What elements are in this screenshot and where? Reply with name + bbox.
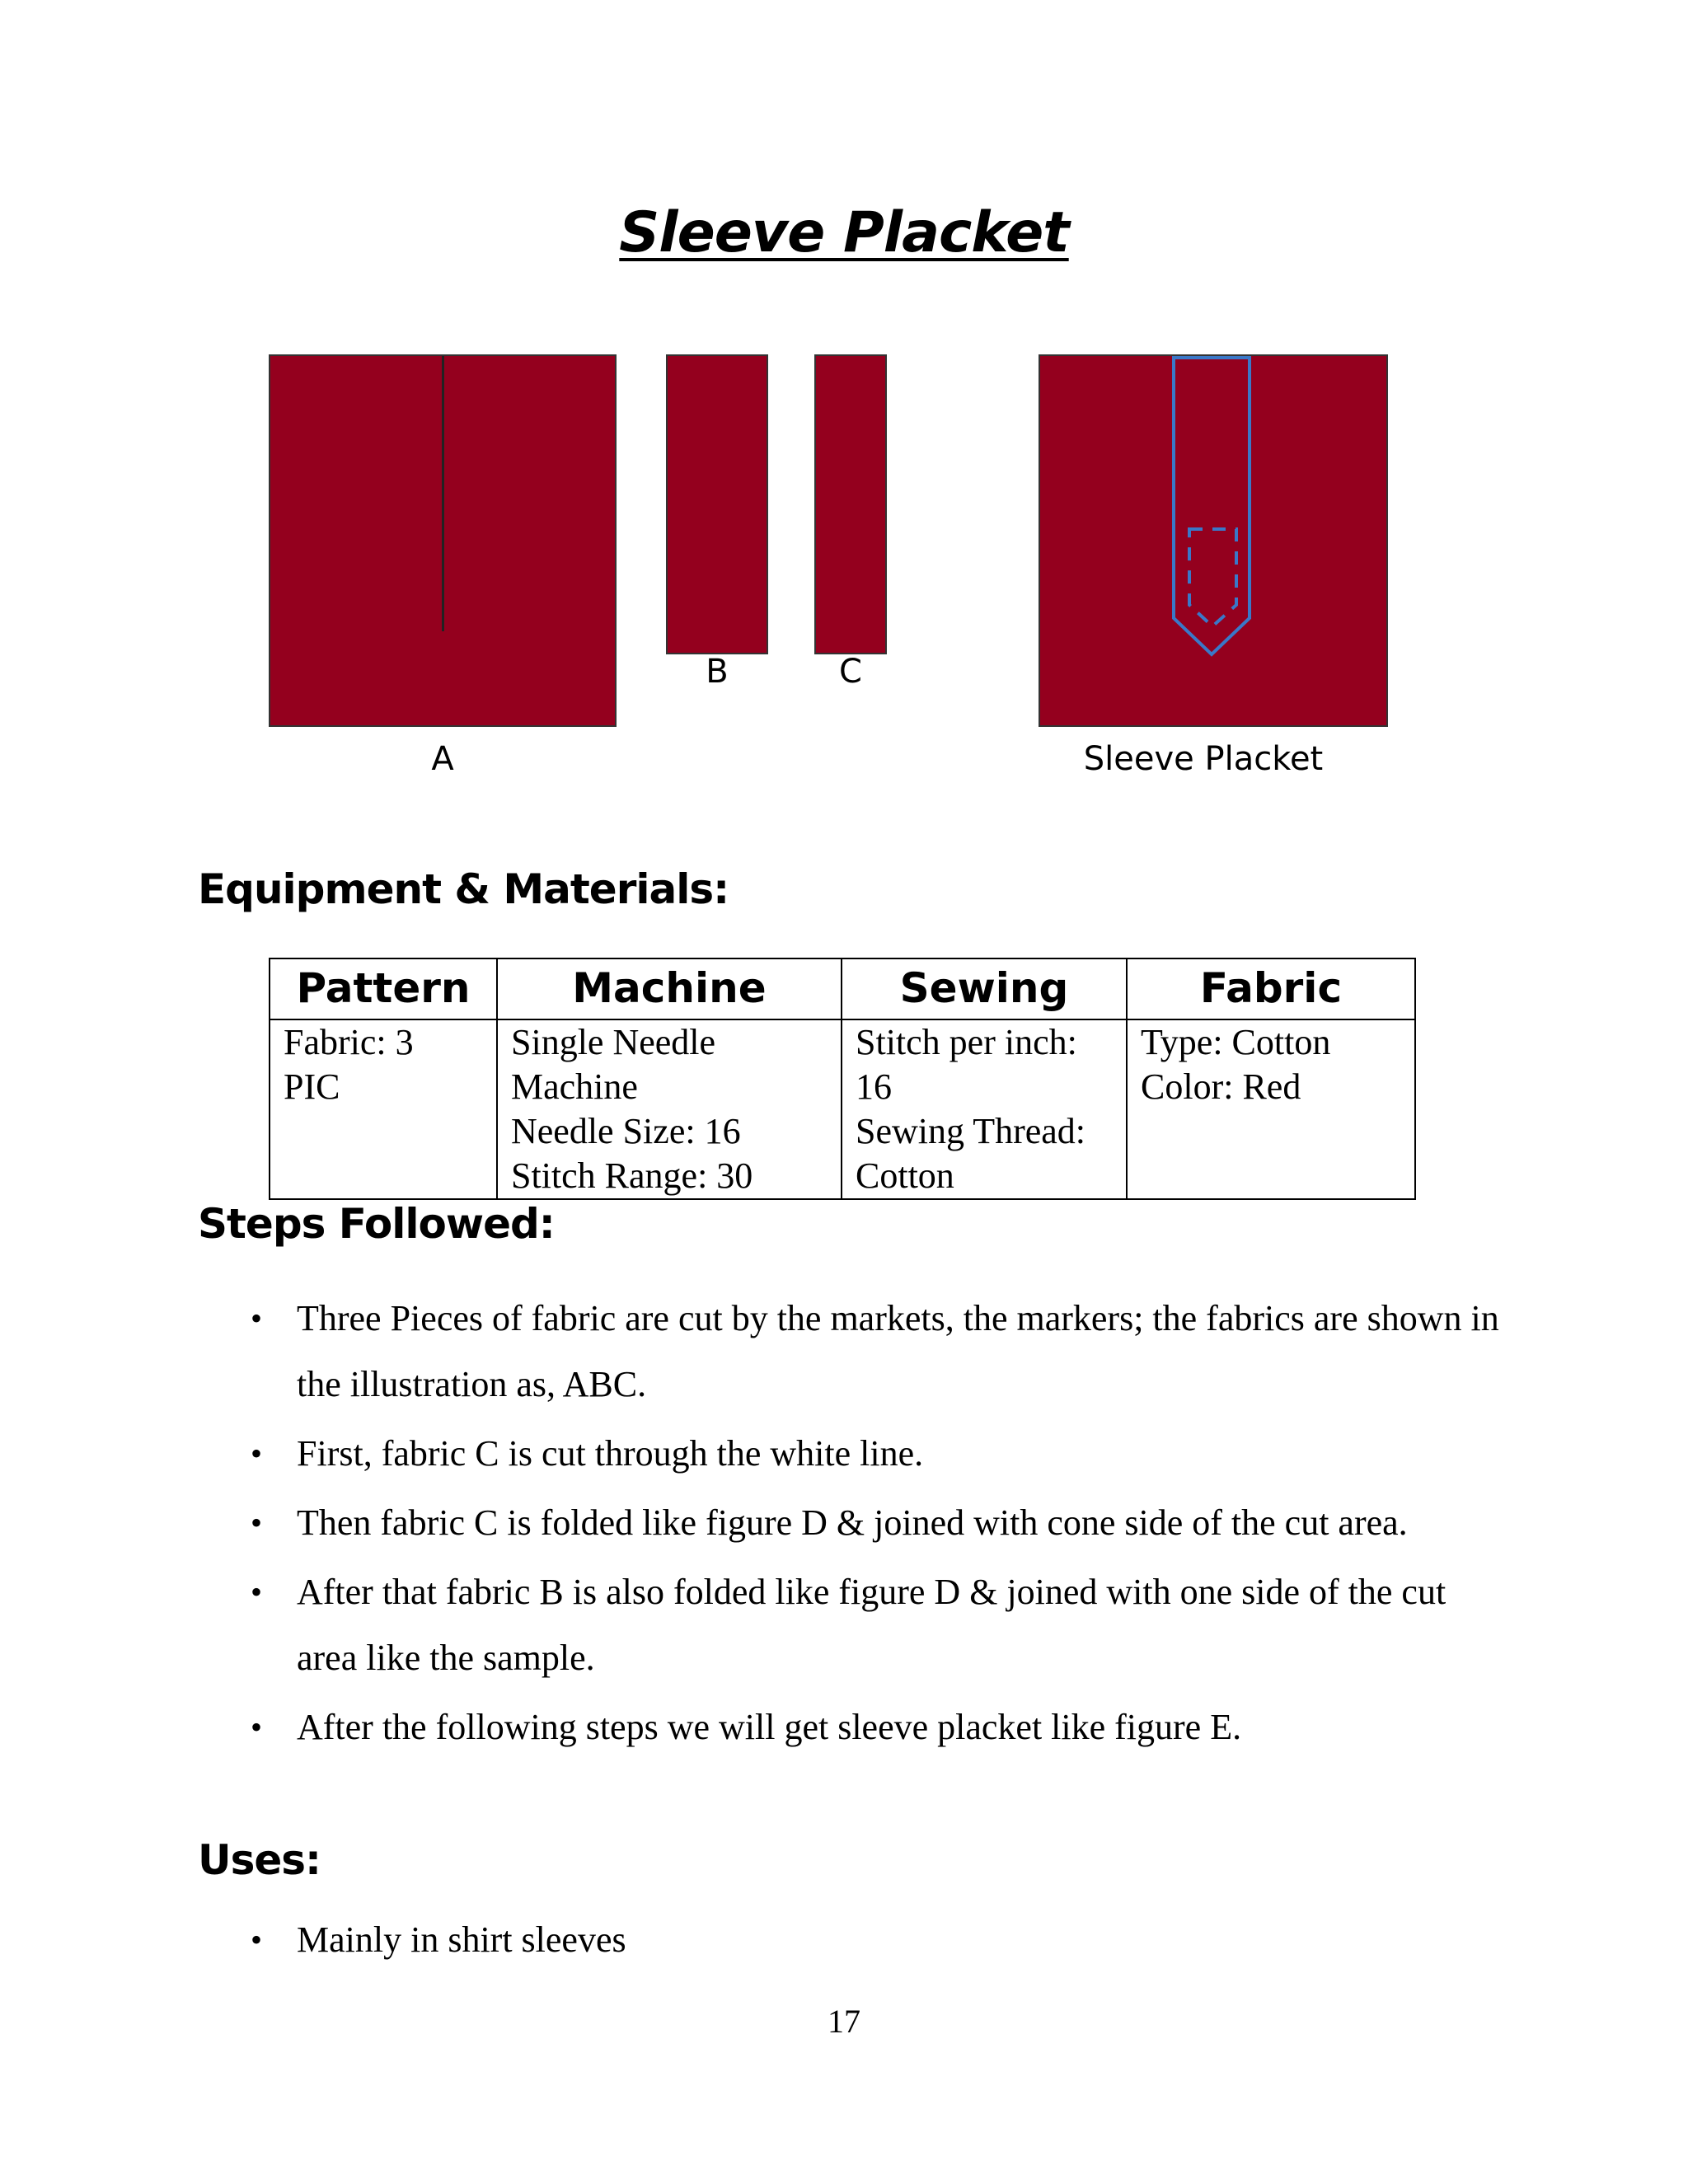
fabric-piece-c: [814, 354, 887, 654]
steps-list: [251, 1286, 1512, 1764]
placket-outer-stitch: [1174, 358, 1250, 654]
figure-a-label: A: [431, 740, 454, 778]
cell-line: Stitch Range: 30: [511, 1155, 753, 1196]
page-number: 17: [828, 2003, 860, 2040]
pattern-cell: [270, 1019, 497, 1199]
cell-line: Type: Cotton: [1141, 1022, 1331, 1062]
cell-line: Color: Red: [1141, 1066, 1301, 1107]
list-item: • After the following steps we will get sleeve placket like figure E.: [251, 1694, 1512, 1760]
list-item: • First, fabric C is cut through the white line.: [251, 1421, 1512, 1487]
cell-line: 16: [856, 1066, 892, 1107]
col-header-machine: Machine: [497, 958, 842, 1019]
fabric-piece-a: [269, 354, 617, 727]
cell-line: PIC: [284, 1066, 340, 1107]
cell-line: Stitch per inch:: [856, 1022, 1077, 1062]
uses-heading: Uses:: [198, 1836, 321, 1884]
cut-line: [442, 356, 444, 631]
col-header-fabric: Fabric: [1127, 958, 1415, 1019]
list-item: • Then fabric C is folded like figure D & joined with cone side of the cut area.: [251, 1490, 1512, 1556]
sleeve-placket-label: Sleeve Placket: [1083, 740, 1324, 778]
placket-stitch-outline: [1039, 354, 1388, 727]
fabric-cell: [1127, 1019, 1415, 1199]
equipment-heading: Equipment & Materials:: [198, 865, 729, 913]
cell-line: Sewing Thread:: [856, 1111, 1086, 1151]
list-item: • After that fabric B is also folded like figure D & joined with one side of the cut area like the sample.: [251, 1559, 1512, 1691]
equipment-table: [269, 958, 1416, 1200]
uses-list: [251, 1907, 1512, 1976]
placket-inner-dashed-stitch: [1189, 529, 1236, 626]
figure-c-label: C: [839, 653, 862, 691]
cell-line: Needle Size: 16: [511, 1111, 741, 1151]
cell-line: Cotton: [856, 1155, 954, 1196]
sleeve-placket-figure: [1039, 354, 1388, 727]
machine-cell: [497, 1019, 842, 1199]
page-title: Sleeve Placket: [619, 200, 1069, 265]
cell-line: Fabric: 3: [284, 1022, 414, 1062]
cell-line: Machine: [511, 1066, 638, 1107]
sewing-cell: [842, 1019, 1127, 1199]
list-item: • Mainly in shirt sleeves: [251, 1907, 1512, 1973]
steps-heading: Steps Followed:: [198, 1200, 555, 1248]
cell-line: Single Needle: [511, 1022, 716, 1062]
col-header-pattern: Pattern: [270, 958, 497, 1019]
table-row: [270, 1019, 1415, 1199]
col-header-sewing: Sewing: [842, 958, 1127, 1019]
table-header-row: [270, 958, 1415, 1019]
figure-b-label: B: [706, 653, 729, 691]
list-item: • Three Pieces of fabric are cut by the markets, the markers; the fabrics are shown in the illustration as, ABC.: [251, 1286, 1512, 1418]
fabric-piece-b: [666, 354, 768, 654]
